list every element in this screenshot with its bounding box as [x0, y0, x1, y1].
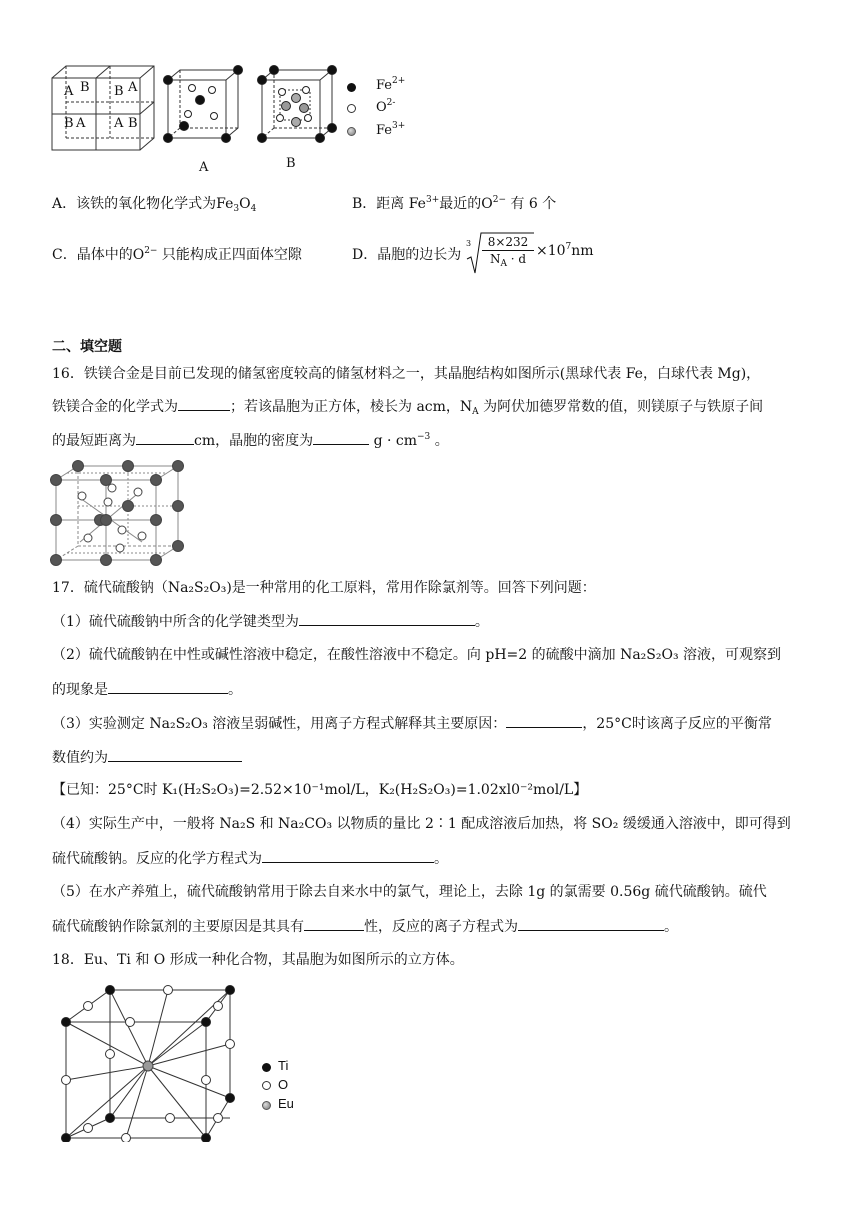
option-d: D．晶胞的边长为 [352, 247, 462, 263]
fe3-legend-dot [347, 127, 356, 136]
q17-part2-line2: 的现象是 。 [52, 679, 242, 700]
q17-known-constants: 【已知：25°C时 K₁(H₂S₂O₃)=2.52×10⁻¹mol/L，K₂(H₂S₂O₃)=1.02xl0⁻²mol/L】 [52, 782, 588, 798]
femg-cell-figure [50, 460, 186, 568]
ti-legend-label: Ti [278, 1058, 289, 1073]
o-legend-label: O [278, 1077, 289, 1092]
quad-label: A [64, 84, 74, 99]
q17-part4-line2: 硫代硫酸钠。反应的化学方程式为 。 [52, 848, 448, 869]
quad-label: A [114, 116, 124, 131]
quad-label: B [64, 116, 74, 131]
q18-intro: 18．Eu、Ti 和 O 形成一种化合物，其晶胞为如图所示的立方体。 [52, 952, 464, 968]
eutio-cell-figure [56, 982, 246, 1142]
o-legend-dot [262, 1081, 271, 1090]
answer-blank[interactable] [506, 713, 582, 728]
answer-blank[interactable] [518, 916, 664, 931]
o2-legend-dot [347, 104, 356, 113]
option-c: C．晶体中的$O^{2-}$ 只能构成正四面体空隙 [52, 246, 302, 263]
q16-line2: 铁镁合金的化学式为 ；若该晶胞为正方体，棱长为 acm，$N_A$ 为阿伏加德罗常数的值，则镁原子与铁原子间 [52, 396, 763, 417]
q16-line3: 的最短距离为 cm，晶胞的密度为 $g \cdot cm^{-3}$ 。 [52, 432, 449, 449]
answer-blank[interactable] [299, 611, 475, 626]
eu-legend-dot [262, 1101, 271, 1110]
answer-blank[interactable] [136, 430, 194, 445]
q17-intro: 17．硫代硫酸钠（Na₂S₂O₃)是一种常用的化工原料，常用作除氯剂等。回答下列问题： [52, 580, 596, 596]
q17-part4-line1: （4）实际生产中，一般将 Na₂S 和 Na₂CO₃ 以物质的量比 2∶1 配成溶液后加热，将 SO₂ 缓缓通入溶液中，即可得到 [52, 816, 791, 832]
answer-blank[interactable] [262, 848, 434, 863]
cell-a-label: A [199, 160, 209, 175]
answer-blank[interactable] [178, 396, 230, 411]
answer-blank[interactable] [304, 916, 364, 931]
fe2-legend-label: $Fe^{2+}$ [376, 76, 406, 93]
q17-part5-line2: 硫代硫酸钠作除氯剂的主要原因是其具有 性，反应的离子方程式为 。 [52, 916, 678, 937]
q17-part5-line1: （5）在水产养殖上，硫代硫酸钠常用于除去自来水中的氯气，理论上，去除 1g 的氯需要 0.56g 硫代硫酸钠。硫代 [52, 884, 767, 900]
option-b: B．距离 $Fe^{3+}$最近的$O^{2-}$ 有 6 个 [352, 195, 557, 212]
q17-part2-line1: （2）硫代硫酸钠在中性或碱性溶液中稳定，在酸性溶液中不稳定。向 pH=2 的硫酸中滴加 Na₂S₂O₃ 溶液，可观察到 [52, 647, 782, 663]
cell-b-label: B [286, 156, 296, 171]
section-title: 二、填空题 [52, 339, 122, 355]
answer-blank[interactable] [108, 679, 228, 694]
quad-label: B [128, 116, 138, 131]
quad-label: B [114, 84, 124, 99]
quad-label: B [80, 80, 90, 95]
option-a: A．该铁的氧化物化学式为$Fe_3O_4$ [52, 196, 257, 214]
quad-label: A [76, 116, 86, 131]
quad-label: A [128, 80, 138, 95]
q17-part3-line1: （3）实验测定 Na₂S₂O₃ 溶液呈弱碱性，用离子方程式解释其主要原因： ，25°C时该离子反应的平衡常 [52, 713, 772, 734]
fe2-legend-dot [347, 83, 356, 92]
o2-legend-label: $O^{2-}$ [376, 98, 396, 115]
q16-line1: 16．铁镁合金是目前已发现的储氢密度较高的储氢材料之一，其晶胞结构如图所示(黑球代表 Fe，白球代表 Mg)， [52, 366, 761, 382]
eu-legend-label: Eu [278, 1096, 294, 1111]
fe3-legend-label: $Fe^{3+}$ [376, 121, 406, 138]
q17-part3-line2: 数值约为 [52, 747, 242, 768]
ti-legend-dot [262, 1063, 271, 1072]
answer-blank[interactable] [313, 430, 369, 445]
q17-part1: （1）硫代硫酸钠中所含的化学键类型为 。 [52, 611, 489, 632]
answer-blank[interactable] [108, 747, 242, 762]
